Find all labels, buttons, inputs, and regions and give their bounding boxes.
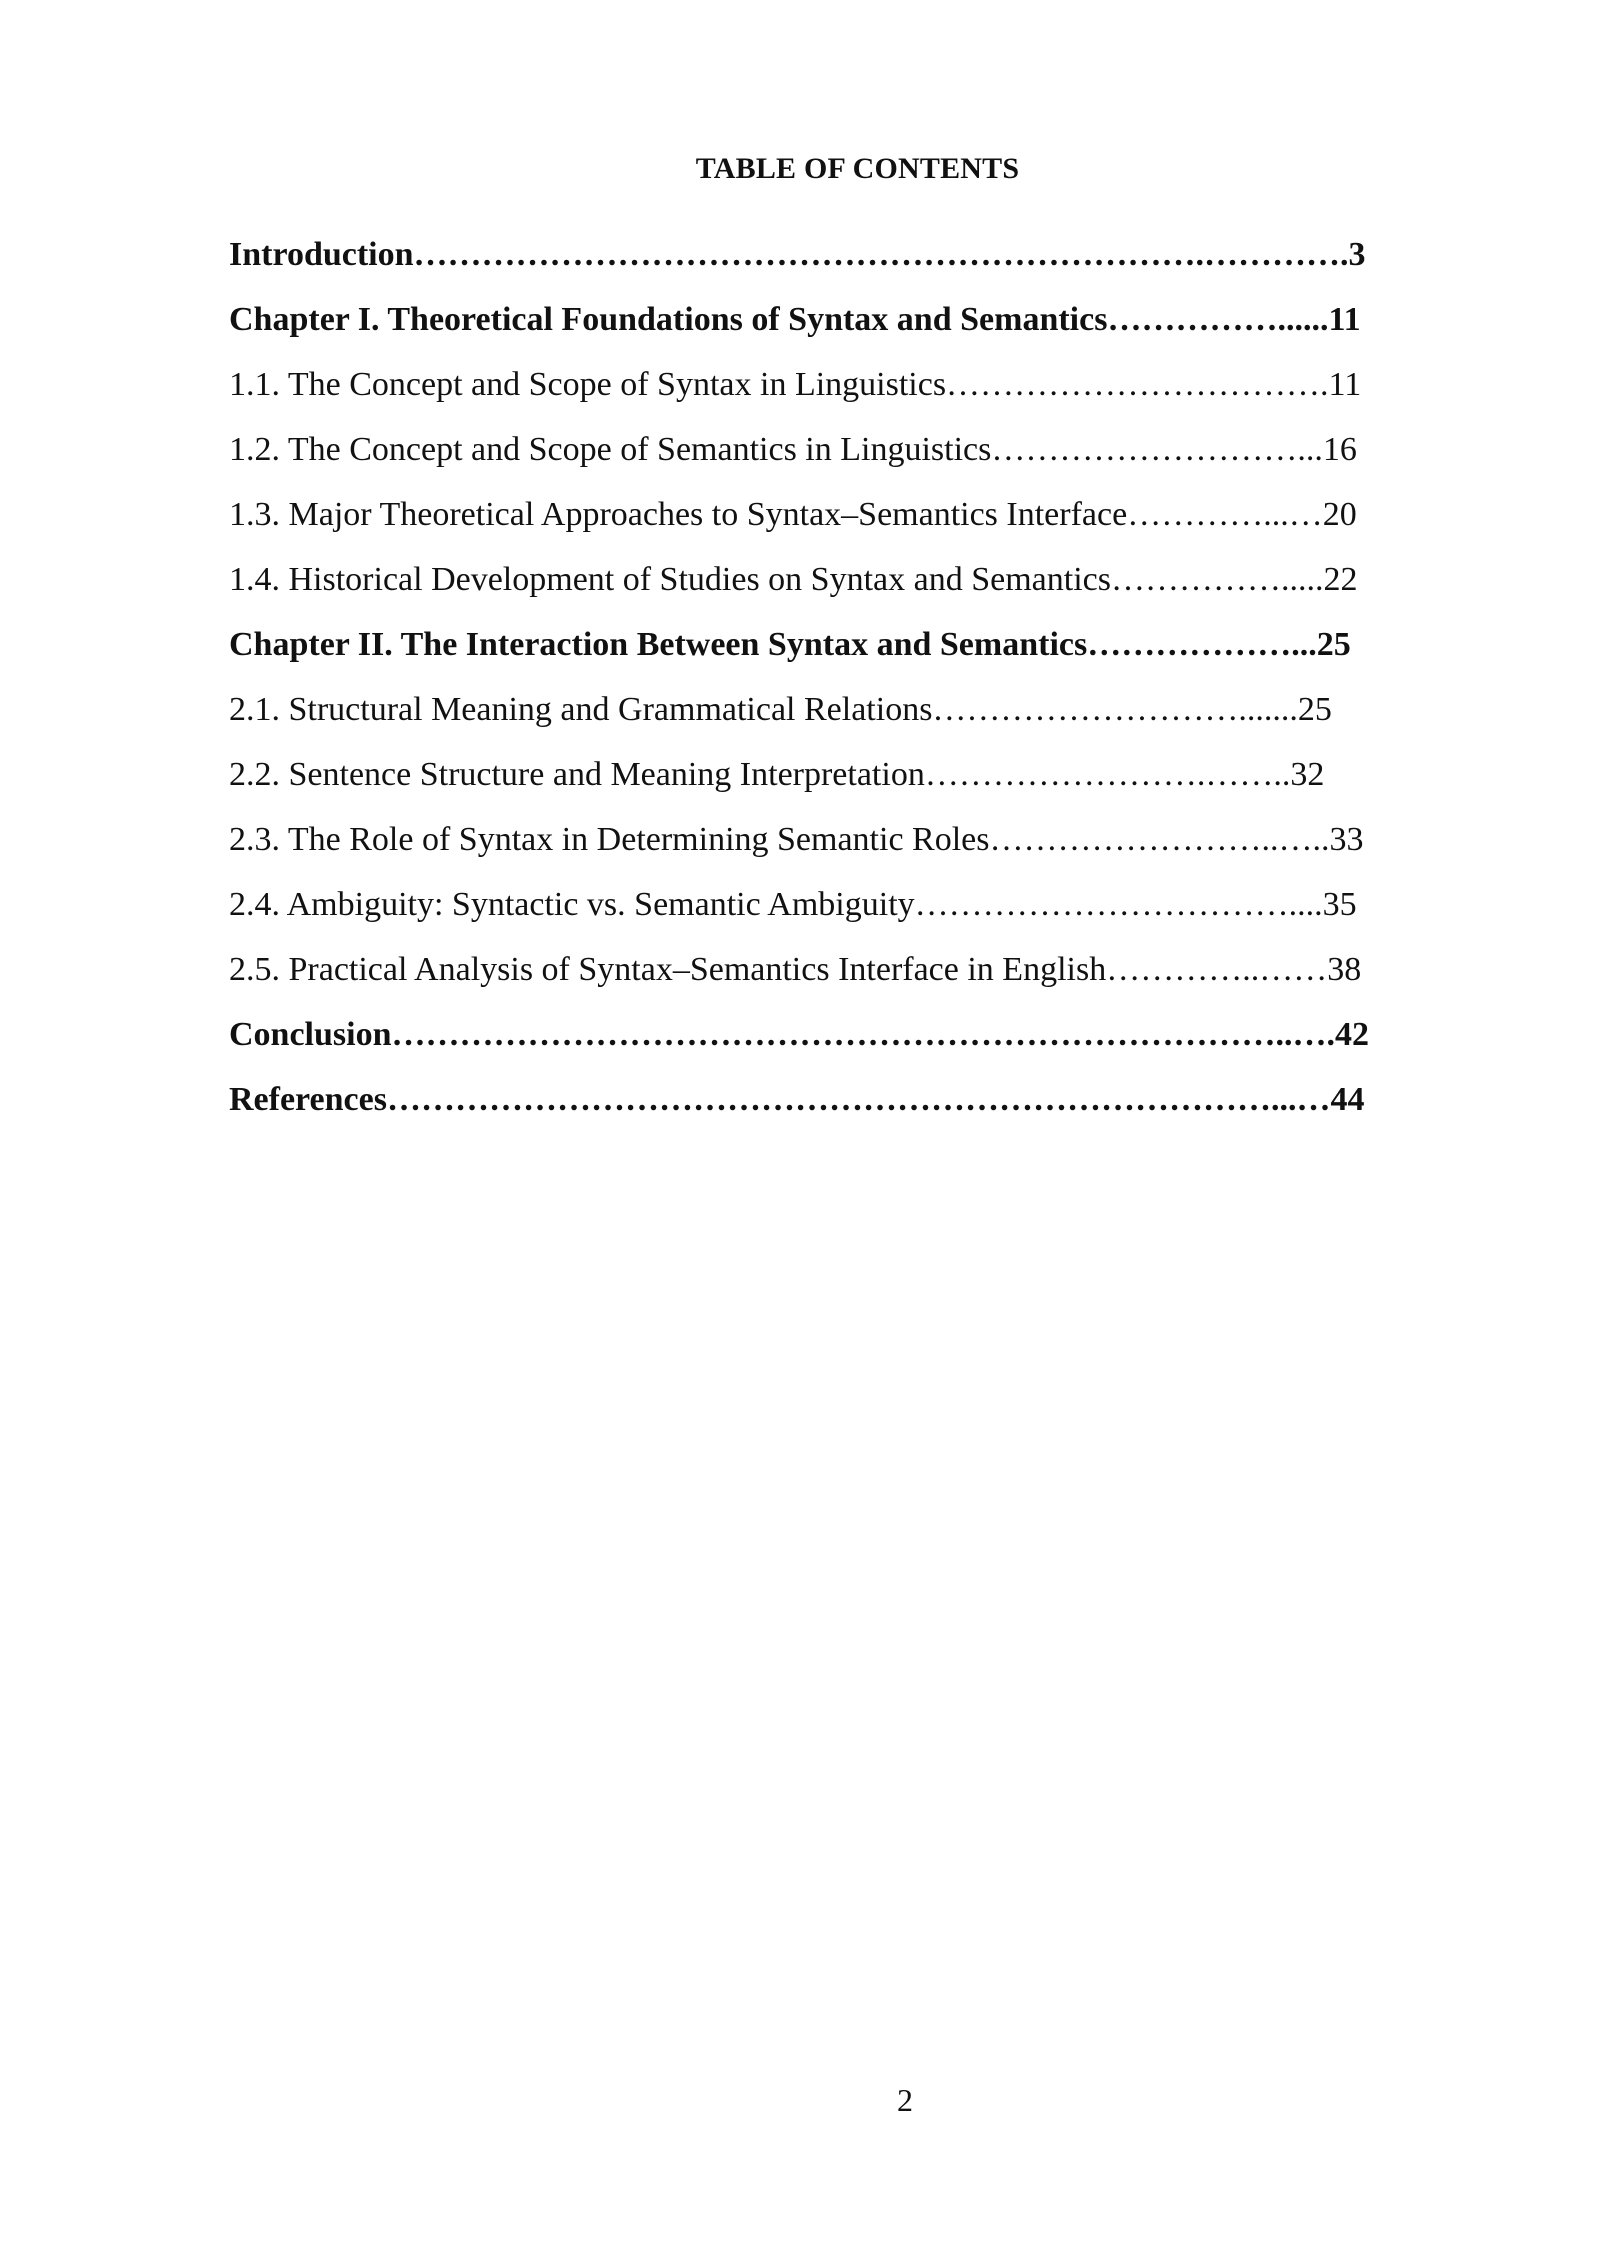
toc-list xyxy=(229,222,1489,1132)
toc-entry-2-2: 2.2. Sentence Structure and Meaning Interpretation…………………….……..32 xyxy=(229,756,1325,793)
toc-entry-1-4: 1.4. Historical Development of Studies on Syntax and Semantics…………….....22 xyxy=(229,561,1358,598)
toc-entry-chapter-1: Chapter I. Theoretical Foundations of Syntax and Semantics……………......11 xyxy=(229,301,1361,338)
toc-entry-1-1: 1.1. The Concept and Scope of Syntax in Linguistics…………………………….11 xyxy=(229,366,1362,403)
toc-entry-references: References……………………………………………………………………...…44 xyxy=(229,1081,1365,1118)
toc-entry-2-5: 2.5. Practical Analysis of Syntax–Semantics Interface in English…………..……38 xyxy=(229,951,1362,988)
toc-entry-conclusion: Conclusion……………………………………………………………………..….42 xyxy=(229,1016,1369,1053)
toc-entry-2-1: 2.1. Structural Meaning and Grammatical Relations……………………….......25 xyxy=(229,691,1332,728)
toc-entry-1-3: 1.3. Major Theoretical Approaches to Syntax–Semantics Interface…………...…20 xyxy=(229,496,1357,533)
page-number: 2 xyxy=(897,2082,913,2118)
toc-entry-2-3: 2.3. The Role of Syntax in Determining Semantic Roles……………………..…..33 xyxy=(229,821,1364,858)
toc-entry-2-4: 2.4. Ambiguity: Syntactic vs. Semantic Ambiguity……………………………....35 xyxy=(229,886,1357,923)
toc-entry-introduction: Introduction…………………………………………………………….………….3 xyxy=(229,236,1366,273)
toc-entry-chapter-2: Chapter II. The Interaction Between Syntax and Semantics………………...25 xyxy=(229,626,1351,663)
toc-title: TABLE OF CONTENTS xyxy=(695,152,1020,185)
toc-entry-1-2: 1.2. The Concept and Scope of Semantics in Linguistics………………………...16 xyxy=(229,431,1357,468)
